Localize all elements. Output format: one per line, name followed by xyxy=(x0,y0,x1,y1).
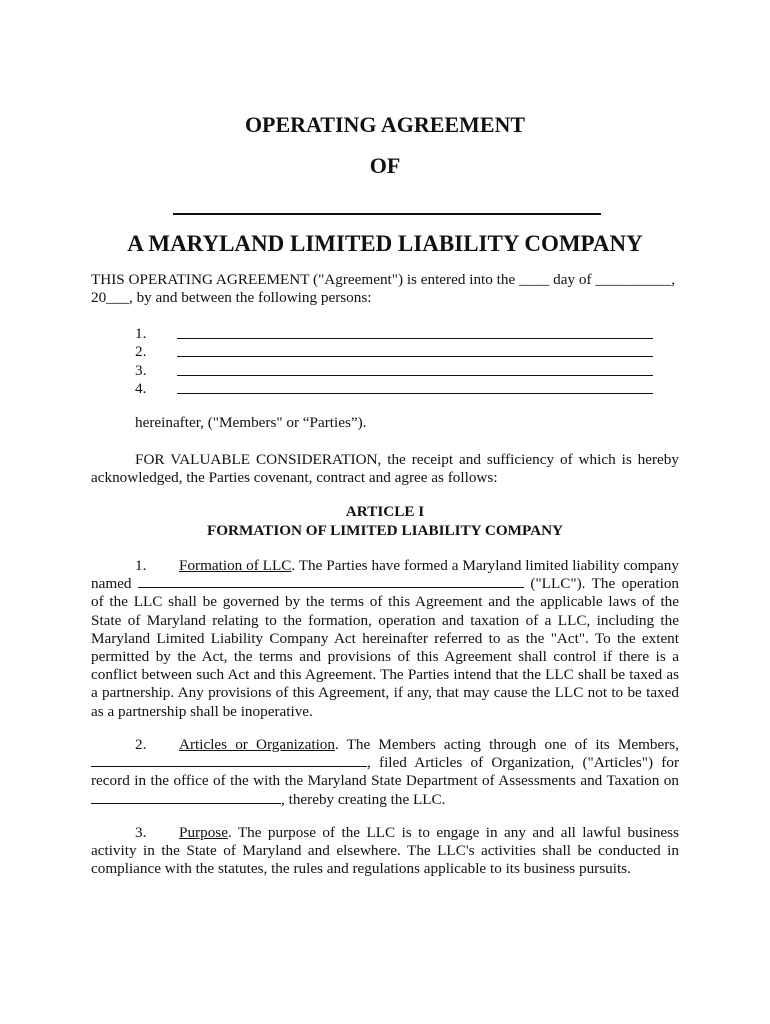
section-text: . The Parties have formed a Maryland limited liability company named xyxy=(91,557,679,593)
member-name-blank xyxy=(91,754,367,767)
section-text: ("LLC"). The operation of the LLC shall be governed by the terms of this Agreement and the applicable laws of the State of Maryland relating to the formation, operation and taxation of a LLC, including the Maryland Limited Liability Company Act hereinafter referred to as the "Act". To the extent permitted by the Act, the terms and provisions of this Agreement shall control if there is a conflict between such Act and this Agreement. The Parties intend that the LLC shall be taxed as a partnership. Any provisions of this Agreement, if any, that may cause the LLC not to be taxed as a partnership shall be inoperative. xyxy=(91,575,680,720)
member-blank xyxy=(177,375,653,376)
member-blank xyxy=(177,393,653,394)
member-entry xyxy=(135,325,655,343)
section-2 xyxy=(91,736,679,809)
section-heading: Articles or Organization xyxy=(179,736,335,753)
filing-date-blank xyxy=(91,791,281,804)
member-blank xyxy=(177,338,653,339)
article-heading: FORMATION OF LIMITED LIABILITY COMPANY xyxy=(206,522,564,539)
section-heading: Purpose xyxy=(179,824,228,841)
member-number: 3. xyxy=(135,361,147,379)
section-text: . The Members acting through one of its Members, xyxy=(335,736,679,753)
section-number: 1. xyxy=(135,557,147,574)
section-text: , filed Articles of Organization, ("Articles") for record in the office of the with the Maryland State Department of Assessments and Taxation on xyxy=(91,754,679,790)
section-1 xyxy=(91,557,679,721)
section-3 xyxy=(91,824,679,879)
document-title: OPERATING AGREEMENT xyxy=(244,112,526,137)
section-number: 3. xyxy=(135,824,147,841)
hereinafter-paragraph: hereinafter, ("Members" or “Parties”). xyxy=(135,414,367,431)
member-entry xyxy=(135,362,655,380)
consideration-paragraph: FOR VALUABLE CONSIDERATION, the receipt and sufficiency of which is hereby acknowledged, the Parties covenant, contract and agree as follows: xyxy=(91,451,679,487)
article-number: ARTICLE I xyxy=(345,503,425,520)
member-entry xyxy=(135,380,655,398)
section-text: , thereby creating the LLC. xyxy=(281,790,446,808)
section-number: 2. xyxy=(135,736,147,753)
intro-paragraph: THIS OPERATING AGREEMENT ("Agreement") is entered into the ____ day of __________, 20___, by and between the following persons: xyxy=(91,271,676,307)
members-list xyxy=(135,325,655,399)
document-title-of: OF xyxy=(369,153,401,178)
member-blank xyxy=(177,356,653,357)
member-entry xyxy=(135,343,655,361)
section-heading: Formation of LLC xyxy=(179,557,292,574)
section-text: . The purpose of the LLC is to engage in any and all lawful business activity in the State of Maryland and elsewhere. The LLC's activities shall be conducted in compliance with the statutes, the rules and regulations applicable to its business pursuits. xyxy=(91,824,679,878)
llc-name-blank xyxy=(138,575,524,588)
member-number: 1. xyxy=(135,325,147,342)
member-number: 4. xyxy=(135,380,147,398)
document-subtitle: A MARYLAND LIMITED LIABILITY COMPANY xyxy=(127,231,643,256)
member-number: 2. xyxy=(135,343,147,361)
company-name-blank xyxy=(173,213,601,215)
